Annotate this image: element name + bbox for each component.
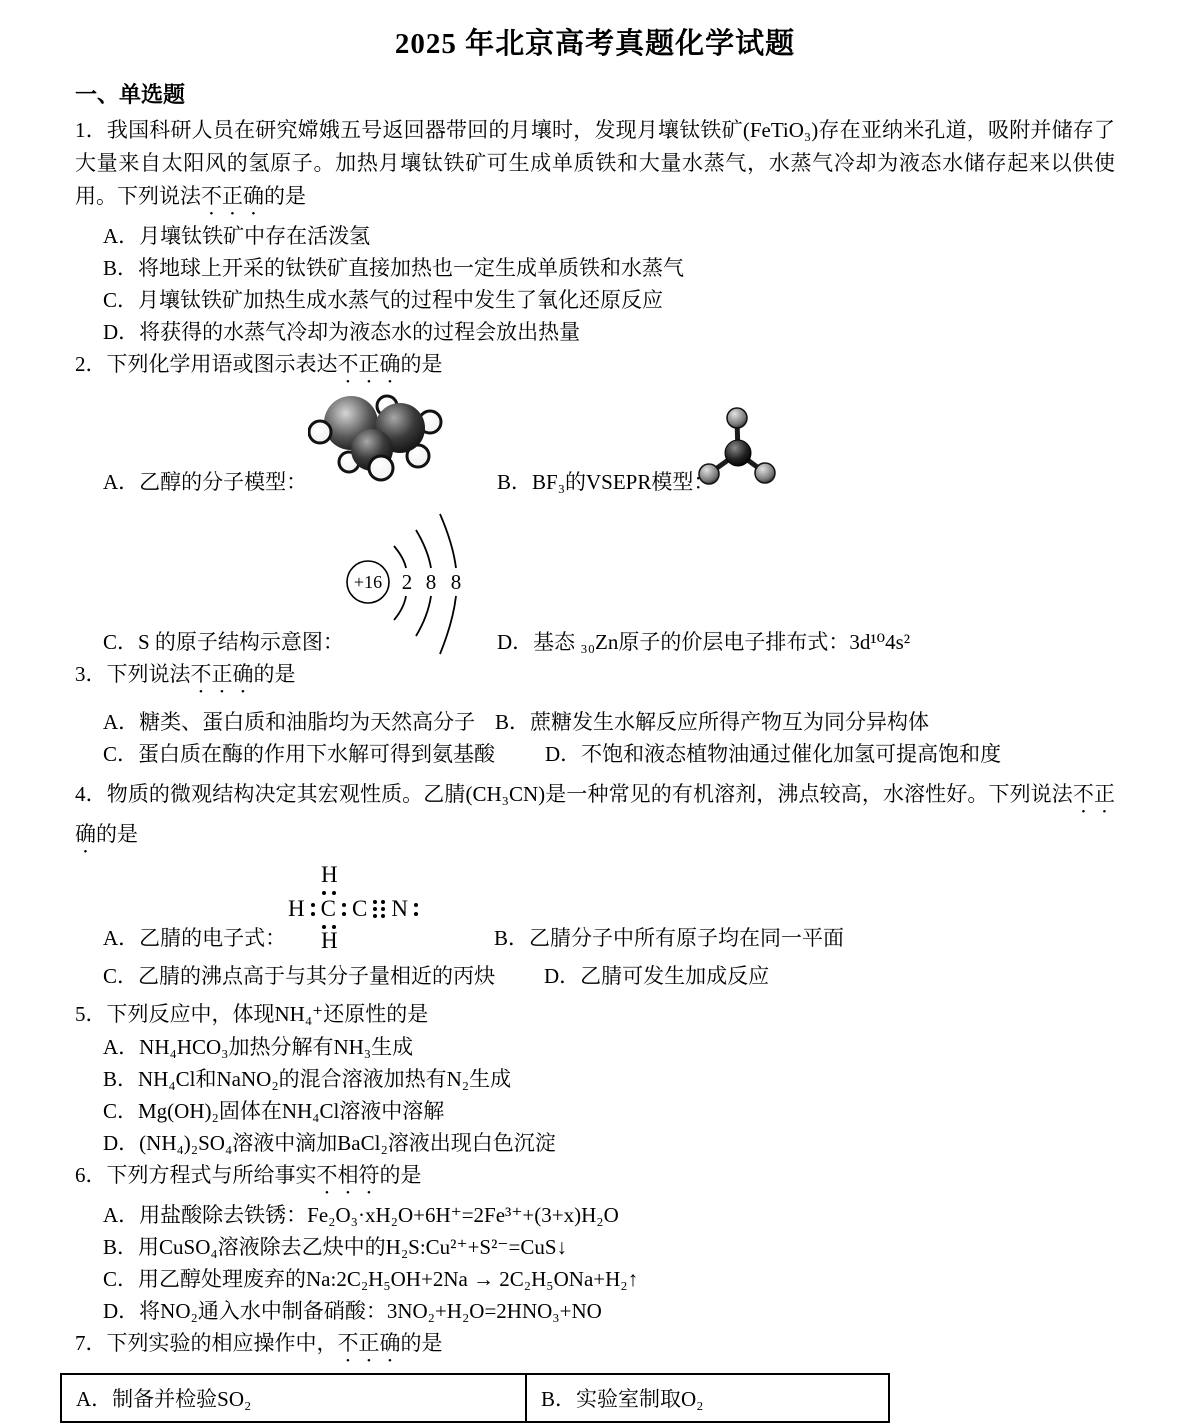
q1-option-a: A．月壤钛铁矿中存在活泼氢 bbox=[103, 224, 371, 248]
atom-h-left: H bbox=[288, 896, 305, 921]
q7-stem-pre: 7．下列实验的相应操作中， bbox=[75, 1331, 338, 1355]
atom-h-top: H bbox=[321, 862, 338, 887]
shell-arc bbox=[394, 596, 406, 620]
electron-dot bbox=[342, 912, 346, 916]
question-1-stem bbox=[75, 114, 1115, 220]
q2-option-a-label: A．乙醇的分子模型： bbox=[103, 470, 308, 494]
exam-page bbox=[0, 26, 1190, 1423]
sulfur-atomic-structure-diagram bbox=[330, 510, 475, 660]
question-4-stem bbox=[75, 778, 1115, 858]
page-title: 2025 年北京高考真题化学试题 bbox=[394, 28, 796, 60]
q5-option-a: A．NH₄HCO₃加热分解有NH₃生成 bbox=[103, 1035, 414, 1059]
q3-options-row-1 bbox=[75, 706, 1115, 738]
q2-figure-area bbox=[75, 388, 1115, 658]
q7-option-a-cell: A．制备并检验SO₂ bbox=[61, 1374, 526, 1422]
q5-option-b: B．NH₄Cl和NaNO₂的混合溶液加热有N₂生成 bbox=[103, 1067, 512, 1091]
q4-option-d: D．乙腈可发生加成反应 bbox=[544, 964, 770, 988]
q1-stem-post: 的是 bbox=[264, 184, 306, 208]
electron-dot bbox=[381, 907, 385, 911]
q4-option-c: C．乙腈的沸点高于与其分子量相近的丙炔 bbox=[103, 964, 496, 988]
q3-options-row-2 bbox=[75, 738, 1115, 770]
q5-option-c: C．Mg(OH)₂固体在NH₄Cl溶液中溶解 bbox=[103, 1099, 445, 1123]
electron-dot bbox=[414, 903, 418, 907]
ethanol-space-filling-model bbox=[308, 392, 478, 500]
q4-figure-area bbox=[75, 858, 1115, 954]
q1-stem-pre: 1．我国科研人员在研究嫦娥五号返回器带回的月壤时，发现月壤钛铁矿(FeTiO₃)存在亚纳米孔道，吸附并储存了大量来自太阳风的氢原子。加热月壤钛铁矿可生成单质铁和大量水蒸气，水蒸气冷却为液态水储存起来以供使用。下列说法 bbox=[75, 118, 1115, 208]
q3-stem-post: 的是 bbox=[253, 662, 296, 686]
q2-stem-emphasis: 不正确 bbox=[337, 352, 401, 376]
question-2-stem bbox=[75, 348, 1115, 388]
q7-option-b-cell: B．实验室制取O₂ bbox=[526, 1374, 889, 1422]
q3-stem-emphasis: 不正确 bbox=[190, 662, 254, 686]
question-5-stem: 5．下列反应中，体现NH₄⁺还原性的是 bbox=[75, 1002, 429, 1026]
fluorine-ball bbox=[755, 463, 775, 483]
q7-stem-emphasis: 不正确 bbox=[337, 1331, 401, 1355]
q4-options-row-2 bbox=[75, 960, 1115, 992]
question-7-stem bbox=[75, 1327, 1115, 1367]
q1-option-b: B．将地球上开采的钛铁矿直接加热也一定生成单质铁和水蒸气 bbox=[103, 256, 685, 280]
boron-ball bbox=[725, 440, 751, 466]
electron-dot bbox=[311, 903, 315, 907]
q1-stem-emphasis: 不正确 bbox=[201, 184, 264, 208]
q1-option-d: D．将获得的水蒸气冷却为液态水的过程会放出热量 bbox=[103, 320, 581, 344]
q2-stem-post: 的是 bbox=[400, 352, 443, 376]
q2-option-b-label: B．BF₃的VSEPR模型： bbox=[497, 470, 715, 494]
nucleus-charge: +16 bbox=[353, 572, 383, 592]
lone-electron-pair bbox=[414, 903, 418, 916]
q7-stem-post: 的是 bbox=[400, 1331, 443, 1355]
shell-electron-count: 8 bbox=[450, 570, 462, 594]
q3-option-c: C．蛋白质在酶的作用下水解可得到氨基酸 bbox=[103, 742, 496, 766]
question-3-stem bbox=[75, 658, 1115, 698]
shell-arc bbox=[440, 514, 456, 568]
q6-stem-pre: 6．下列方程式与所给事实 bbox=[75, 1163, 317, 1187]
q4-stem-emphasis: 不正确 bbox=[75, 782, 1115, 846]
q2-stem-pre: 2．下列化学用语或图示表达 bbox=[75, 352, 338, 376]
electron-dot bbox=[322, 891, 326, 895]
electron-dot bbox=[373, 914, 377, 918]
section-heading: 一、单选题 bbox=[75, 82, 186, 107]
shell-electron-count: 2 bbox=[401, 570, 413, 594]
q6-option-c: C．用乙醇处理废弃的Na:2C₂H₅OH+2Na → 2C₂H₅ONa+H₂↑ bbox=[103, 1267, 639, 1291]
electron-formula-main-row bbox=[288, 896, 418, 922]
q4-option-a-label: A．乙腈的电子式： bbox=[103, 926, 287, 950]
question-6-stem bbox=[75, 1159, 1115, 1199]
q2-option-d-label: D．基态 ₃₀Zn原子的价层电子排布式：3d¹⁰4s² bbox=[497, 630, 911, 654]
electron-dot bbox=[311, 912, 315, 916]
electron-dot bbox=[381, 914, 385, 918]
q3-option-d: D．不饱和液态植物油通过催化加氢可提高饱和度 bbox=[545, 742, 1002, 766]
q7-options-table bbox=[60, 1373, 890, 1423]
electron-dot bbox=[342, 903, 346, 907]
atom-c1: C bbox=[320, 896, 336, 921]
bond-electron-pair bbox=[311, 903, 315, 916]
shell-arc bbox=[440, 596, 456, 654]
electron-dot bbox=[332, 891, 336, 895]
shell-electron-count: 8 bbox=[425, 570, 437, 594]
q4-option-b-label: B．乙腈分子中所有原子均在同一平面 bbox=[494, 926, 845, 950]
q6-option-a: A．用盐酸除去铁锈：Fe₂O₃·xH₂O+6H⁺=2Fe³⁺+(3+x)H₂O bbox=[103, 1203, 619, 1227]
q3-option-b: B．蔗糖发生水解反应所得产物互为同分异构体 bbox=[495, 710, 930, 734]
table-row bbox=[61, 1374, 889, 1422]
electron-dot bbox=[414, 912, 418, 916]
bond-electron-pair bbox=[322, 891, 336, 895]
q4-stem-post: 的是 bbox=[96, 822, 138, 846]
triple-bond-electron-dots bbox=[373, 900, 385, 918]
bond-electron-pair bbox=[342, 903, 346, 916]
q3-option-a: A．糖类、蛋白质和油脂均为天然高分子 bbox=[103, 710, 476, 734]
electron-dot bbox=[381, 900, 385, 904]
q6-option-d: D．将NO₂通入水中制备硝酸：3NO₂+H₂O=2HNO₃+NO bbox=[103, 1299, 602, 1323]
electron-dot bbox=[373, 907, 377, 911]
atom-c2: C bbox=[351, 896, 368, 921]
q6-option-b: B．用CuSO₄溶液除去乙炔中的H₂S:Cu²⁺+S²⁻=CuS↓ bbox=[103, 1235, 567, 1259]
acetonitrile-electron-dot-formula bbox=[288, 862, 448, 954]
q4-stem-pre: 4．物质的微观结构决定其宏观性质。乙腈(CH₃CN)是一种常见的有机溶剂，沸点较高，水溶性好。下列说法 bbox=[75, 782, 1073, 806]
q2-option-c-label: C．S 的原子结构示意图： bbox=[103, 630, 344, 654]
hydrogen-sphere bbox=[369, 456, 393, 480]
q6-stem-post: 的是 bbox=[379, 1163, 422, 1187]
q3-stem-pre: 3．下列说法 bbox=[75, 662, 191, 686]
electron-dot bbox=[373, 900, 377, 904]
q6-stem-emphasis: 不相符 bbox=[316, 1163, 380, 1187]
atom-n: N bbox=[391, 896, 408, 921]
shell-arc bbox=[394, 546, 406, 568]
shell-arc bbox=[416, 596, 431, 636]
fluorine-ball bbox=[727, 408, 747, 428]
atom-h-bottom: H bbox=[321, 928, 338, 953]
hydrogen-sphere bbox=[309, 421, 331, 443]
shell-arc bbox=[416, 530, 431, 568]
q5-option-d: D．(NH₄)₂SO₄溶液中滴加BaCl₂溶液出现白色沉淀 bbox=[103, 1131, 556, 1155]
q1-option-c: C．月壤钛铁矿加热生成水蒸气的过程中发生了氧化还原反应 bbox=[103, 288, 664, 312]
